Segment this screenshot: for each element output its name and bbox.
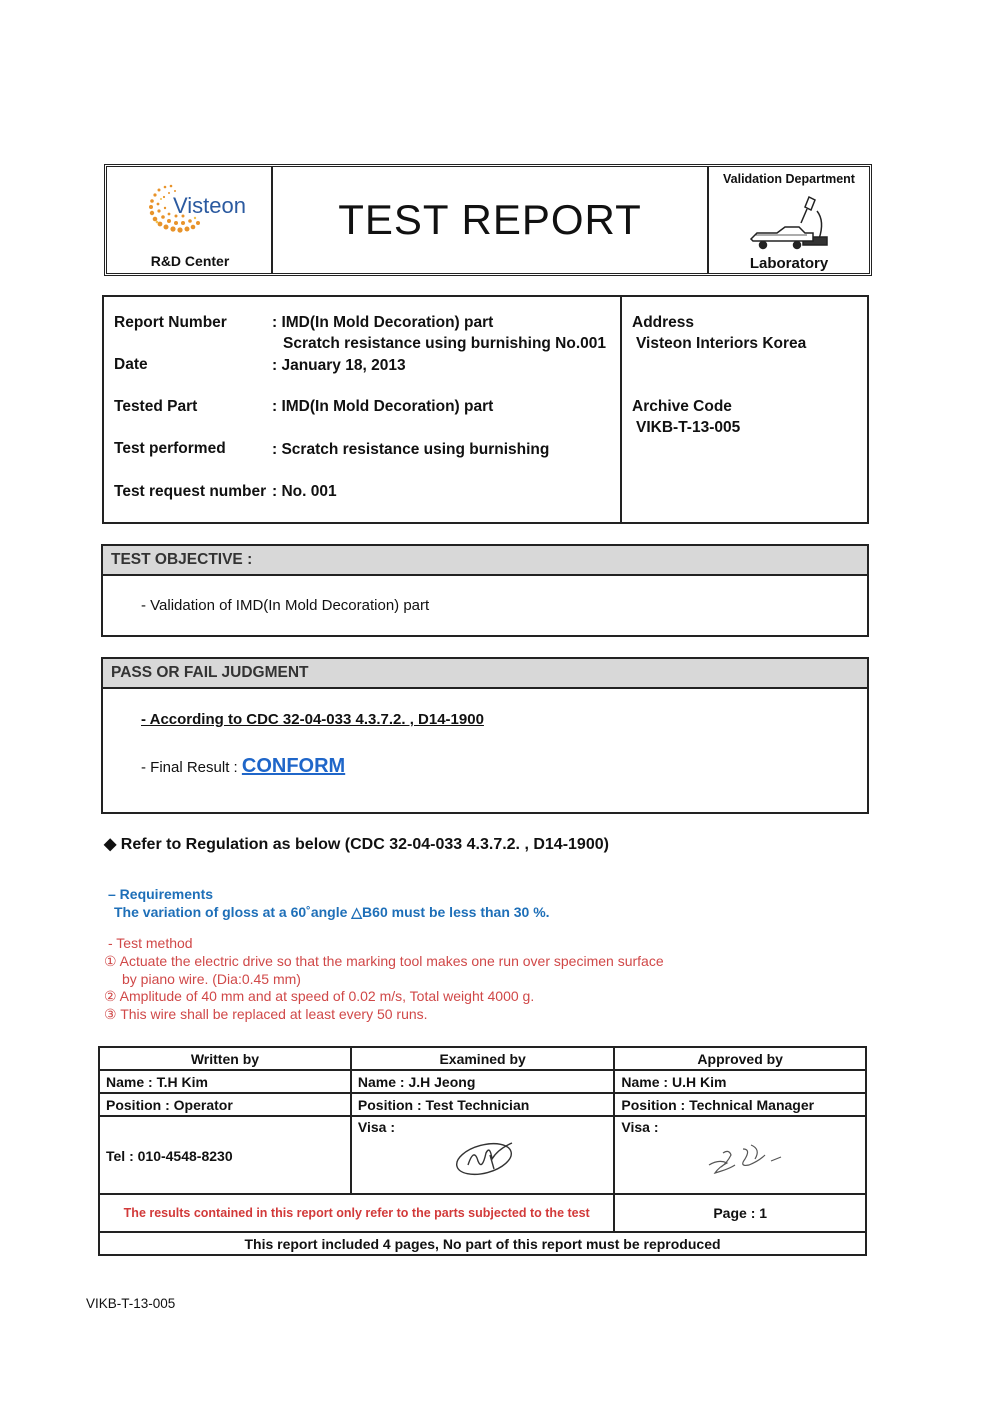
- test-method-heading: - Test method: [108, 935, 193, 951]
- final-result-value: CONFORM: [241, 755, 346, 777]
- test-method-step3: ③ This wire shall be replaced at least every 50 runs.: [104, 1006, 428, 1022]
- examined-by-header: Examined by: [351, 1047, 615, 1070]
- laboratory-label: Laboratory: [749, 255, 829, 272]
- rd-center-label: R&D Center: [150, 253, 230, 269]
- report-number-value-line2: Scratch resistance using burnishing No.001: [283, 335, 607, 352]
- examiner-position: Position : Test Technician: [351, 1093, 615, 1116]
- test-objective-heading: TEST OBJECTIVE :: [103, 546, 867, 576]
- approver-position: Position : Technical Manager: [614, 1093, 866, 1116]
- date-label: Date: [114, 356, 148, 373]
- regulation-title: Refer to Regulation as below (CDC 32-04-033 4.3.7.2. , D14-1900): [120, 836, 609, 853]
- test-method-step1: ① Actuate the electric drive so that the marking tool makes one run over specimen surface: [104, 953, 664, 969]
- written-by-header: Written by: [99, 1047, 351, 1070]
- approver-name: Name : U.H Kim: [614, 1070, 866, 1093]
- report-header: [104, 164, 872, 276]
- test-objective-section: [101, 544, 869, 637]
- report-info-box: [102, 295, 869, 524]
- tested-part-value: : IMD(In Mold Decoration) part: [272, 398, 494, 415]
- judgment-heading: PASS OR FAIL JUDGMENT: [103, 659, 867, 689]
- signature-table: [98, 1046, 867, 1256]
- test-method-step1-cont: by piano wire. (Dia:0.45 mm): [122, 971, 301, 987]
- judgment-section: [101, 657, 869, 814]
- requirements-text: The variation of gloss at a 60˚angle △B60 must be less than 30 %.: [114, 904, 550, 920]
- department-label: Validation Department: [723, 172, 855, 186]
- approver-visa-label: Visa :: [621, 1119, 659, 1135]
- lab-car-microscope-icon: [747, 191, 837, 253]
- test-objective-text: - Validation of IMD(In Mold Decoration) part: [141, 597, 430, 614]
- archive-code-label: Archive Code: [632, 398, 732, 415]
- report-title: TEST REPORT: [273, 167, 709, 273]
- address-label: Address: [632, 314, 695, 331]
- test-performed-value: : Scratch resistance using burnishing: [272, 441, 550, 458]
- approved-by-header: Approved by: [614, 1047, 866, 1070]
- lab-cell: [709, 167, 869, 273]
- final-result-row: [141, 755, 345, 778]
- logo-cell: [107, 167, 273, 273]
- approver-signature: [701, 1135, 791, 1179]
- examiner-visa-label: Visa :: [357, 1119, 395, 1135]
- report-number-value-line1: : IMD(In Mold Decoration) part: [272, 314, 494, 331]
- reproduction-note: This report included 4 pages, No part of this report must be reproduced: [99, 1232, 866, 1255]
- final-result-label: - Final Result :: [141, 759, 242, 776]
- date-value: : January 18, 2013: [272, 357, 406, 374]
- approver-visa-cell: [614, 1116, 866, 1194]
- footer-archive-code: VIKB-T-13-005: [86, 1296, 176, 1311]
- address-value: Visteon Interiors Korea: [636, 335, 807, 352]
- examiner-signature: [450, 1135, 530, 1179]
- requirements-heading: – Requirements: [108, 886, 214, 902]
- examiner-name: Name : J.H Jeong: [351, 1070, 615, 1093]
- writer-tel: Tel : 010-4548-8230: [99, 1116, 351, 1194]
- judgment-criteria: - According to CDC 32-04-033 4.3.7.2. , D14-1900: [141, 711, 484, 728]
- writer-name: Name : T.H Kim: [99, 1070, 351, 1093]
- request-number-label: Test request number: [114, 483, 267, 500]
- request-number-value: : No. 001: [272, 483, 337, 500]
- test-performed-label: Test performed: [114, 440, 226, 457]
- regulation-title-row: [104, 834, 609, 854]
- info-divider: [620, 297, 622, 522]
- visteon-logo-text: Visteon: [173, 193, 246, 218]
- tested-part-label: Tested Part: [114, 398, 198, 415]
- diamond-bullet-icon: ◆: [104, 836, 117, 853]
- test-method-step2: ② Amplitude of 40 mm and at speed of 0.02 m/s, Total weight 4000 g.: [104, 988, 535, 1004]
- writer-position: Position : Operator: [99, 1093, 351, 1116]
- report-number-label: Report Number: [114, 314, 227, 331]
- archive-code-value: VIKB-T-13-005: [636, 419, 741, 436]
- page-number: Page : 1: [614, 1194, 866, 1232]
- examiner-visa-cell: [351, 1116, 615, 1194]
- results-disclaimer: The results contained in this report only refer to the parts subjected to the test: [99, 1194, 614, 1232]
